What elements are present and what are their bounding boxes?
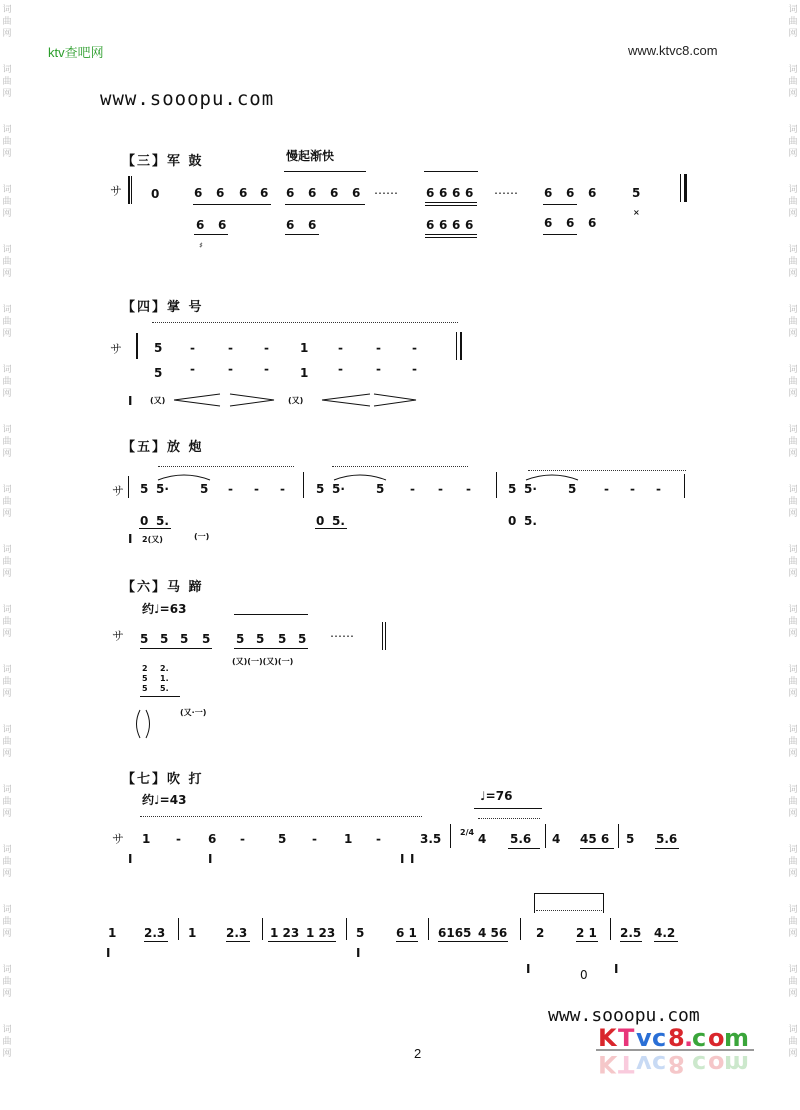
ellipsis: …… [330, 626, 354, 640]
part-label: Ⅰ [128, 532, 133, 546]
watermark-text: 词 曲 网 [788, 425, 798, 459]
lower-note: 5. [332, 514, 345, 528]
part-label: Ⅰ [614, 962, 619, 976]
note: 5 [256, 632, 265, 646]
beam-line [285, 204, 365, 205]
tempo-marking: 约♩=63 [142, 602, 187, 616]
lower-note: 6 [439, 218, 448, 232]
note: 2.5 [620, 926, 642, 940]
note: 6 [439, 186, 448, 200]
beam-line [576, 941, 598, 942]
note: 5· [524, 482, 537, 496]
svg-text:.: . [684, 1024, 694, 1052]
watermark-text: 词 曲 网 [788, 845, 798, 879]
beam-line [139, 528, 171, 529]
watermark-text: 词 曲 网 [2, 725, 12, 759]
dash: - [376, 362, 381, 376]
section-title: 【六】马 蹄 [122, 580, 204, 595]
clef-mark: サ [112, 484, 125, 498]
ellipsis: …… [374, 183, 398, 197]
watermark-text: 词 曲 网 [788, 545, 798, 579]
watermark-text: 词 曲 网 [788, 605, 798, 639]
note: 5 [632, 186, 641, 200]
note: 6 [452, 186, 461, 200]
note: 5· [156, 482, 169, 496]
aside-mark: (一) [194, 532, 210, 541]
watermark-text: 词 曲 网 [2, 1025, 12, 1059]
slur-bracket [234, 614, 308, 615]
ktvc8-logo [596, 1020, 756, 1078]
watermark-text: 词 曲 网 [2, 365, 12, 399]
part-label: Ⅰ [128, 852, 133, 866]
watermark-text: 词 曲 网 [2, 125, 12, 159]
beam-line [396, 941, 418, 942]
note: 3.5 [420, 832, 442, 846]
beam-line [654, 941, 678, 942]
note: 5 [236, 632, 245, 646]
lower-note: 6 [566, 216, 575, 230]
accent-mark: × [633, 208, 640, 217]
dash: - [376, 341, 381, 355]
svg-text:o: o [708, 1024, 725, 1052]
note: 6 1 [396, 926, 417, 940]
slur [156, 470, 216, 482]
slur-bracket [424, 171, 478, 172]
barline [496, 472, 497, 498]
lower-note: 6 [544, 216, 553, 230]
lower-note: 5. [524, 514, 537, 528]
note: 5 [140, 482, 149, 496]
dash: - [228, 341, 233, 355]
note: 6 [308, 186, 317, 200]
slur [332, 470, 392, 482]
note: 4.2 [654, 926, 676, 940]
note: 6 [352, 186, 361, 200]
note: 6165 [438, 926, 472, 940]
trill-line [536, 910, 602, 911]
watermark-text: 词 曲 网 [2, 605, 12, 639]
beam-line [580, 848, 614, 849]
stacked-note: 1. [160, 674, 169, 683]
note: 6 [216, 186, 225, 200]
watermark-text: 词 曲 网 [788, 365, 798, 399]
watermark-text: 词 曲 网 [788, 305, 798, 339]
watermark-text: 词 曲 网 [2, 305, 12, 339]
dynamics-mark: (又) [288, 396, 304, 405]
barline [178, 918, 179, 940]
beam-line [425, 237, 477, 238]
dash: - [466, 482, 471, 496]
section-title: 【四】掌 号 [122, 300, 204, 315]
part-sub-label: 2(又) [142, 535, 163, 544]
dynamics-mark: (又) [150, 396, 166, 405]
note: 5 [200, 482, 209, 496]
stacked-note: 2. [160, 664, 169, 673]
beam-line [425, 205, 477, 206]
lower-note: 5 [154, 366, 163, 380]
note: 2.3 [226, 926, 248, 940]
watermark-text: 词 曲 网 [2, 485, 12, 519]
note: 6 [465, 186, 474, 200]
svg-text:m: m [724, 1050, 750, 1078]
bracket-group [132, 708, 154, 740]
clef-mark: サ [112, 832, 125, 846]
note: 6 [260, 186, 269, 200]
note: 4 [478, 832, 487, 846]
svg-text:8: 8 [668, 1050, 685, 1078]
beam-line [140, 648, 212, 649]
watermark-text: 词 曲 网 [788, 665, 798, 699]
accidental-mark: ♯ [199, 241, 203, 250]
dash: - [410, 482, 415, 496]
beam-line [655, 848, 679, 849]
end-barline [680, 174, 681, 202]
note: 6 [566, 186, 575, 200]
dash: - [412, 341, 417, 355]
time-signature: 2/4 [460, 828, 475, 837]
note: 6 [588, 186, 597, 200]
bracket-box [534, 893, 604, 894]
barline [262, 918, 263, 940]
watermark-text: 词 曲 网 [788, 65, 798, 99]
note: 1 [188, 926, 197, 940]
trill-line [152, 322, 458, 323]
lower-note: 6 [452, 218, 461, 232]
end-barline [456, 332, 457, 360]
note: 6 [544, 186, 553, 200]
end-barline [460, 332, 462, 360]
note: 5 [202, 632, 211, 646]
note: 6 [239, 186, 248, 200]
note: 4 56 [478, 926, 508, 940]
note: 5· [332, 482, 345, 496]
lower-note: 6 [308, 218, 317, 232]
beam-line [234, 648, 308, 649]
svg-text:K: K [598, 1024, 617, 1052]
dash: - [228, 362, 233, 376]
note: 5 [278, 832, 287, 846]
note: 6 [330, 186, 339, 200]
stacked-note: 5 [142, 674, 148, 683]
lower-note: 0 [140, 514, 149, 528]
section-title: 【七】吹 打 [122, 772, 204, 787]
part-label: Ⅰ [400, 852, 405, 866]
note: 5 [180, 632, 189, 646]
section-title: 【三】军 鼓 [122, 154, 204, 169]
barline [610, 918, 611, 940]
svg-text:8: 8 [668, 1024, 685, 1052]
beam-line [193, 204, 271, 205]
lower-note: 6 [465, 218, 474, 232]
lower-note: 6 [218, 218, 227, 232]
rest-note: 0 [580, 968, 588, 982]
aside-mark: (又·一) [180, 708, 207, 717]
part-label: Ⅰ [128, 394, 133, 408]
beam-line [543, 204, 577, 205]
lower-note: 6 [426, 218, 435, 232]
barline [618, 824, 619, 848]
note: 5 [508, 482, 517, 496]
barline [545, 824, 546, 848]
section-title: 【五】放 炮 [122, 440, 204, 455]
beam-line [285, 234, 319, 235]
note: 6 [208, 832, 217, 846]
note: 5 [356, 926, 365, 940]
note: 4 [552, 832, 561, 846]
clef-mark: サ [112, 629, 125, 643]
beam-line [438, 941, 508, 942]
watermark-text: 词 曲 网 [2, 665, 12, 699]
clef-mark: サ [110, 342, 123, 356]
stacked-note: 5. [160, 684, 169, 693]
dash: - [656, 482, 661, 496]
tempo-marking-2: ♩=76 [480, 789, 513, 803]
barline [428, 918, 429, 940]
watermark-text: 词 曲 网 [2, 845, 12, 879]
tempo-marking: 约♩=43 [142, 793, 187, 807]
note: 1 [108, 926, 117, 940]
dash: - [338, 362, 343, 376]
lower-note: 0 [316, 514, 325, 528]
watermark-text: 词 曲 网 [788, 725, 798, 759]
dash: - [604, 482, 609, 496]
note: 5 [298, 632, 307, 646]
svg-text:v: v [636, 1024, 652, 1052]
barline [128, 476, 129, 498]
watermark-text: 词 曲 网 [788, 185, 798, 219]
tempo-marking: 慢起渐快 [286, 149, 335, 163]
watermark-text: 词 曲 网 [2, 785, 12, 819]
lower-note: 6 [588, 216, 597, 230]
beam-line [315, 528, 347, 529]
header-site-name: ktv查吧网 [48, 45, 104, 60]
lower-note: 6 [196, 218, 205, 232]
beam-line [425, 202, 477, 203]
note: 6 [194, 186, 203, 200]
note: 6 [286, 186, 295, 200]
end-barline [684, 174, 687, 202]
trill-line [332, 466, 468, 467]
right-watermark-column [786, 0, 800, 1110]
note: 2.3 [144, 926, 166, 940]
watermark-text: 词 曲 网 [2, 965, 12, 999]
site-mark: www.sooopu.com [100, 88, 275, 110]
dash: - [264, 362, 269, 376]
beam-line [226, 941, 250, 942]
watermark-text: 词 曲 网 [788, 785, 798, 819]
watermark-text: 词 曲 网 [2, 905, 12, 939]
barline [303, 472, 304, 498]
note: 6 [426, 186, 435, 200]
watermark-text: 词 曲 网 [788, 245, 798, 279]
lower-note: 5. [156, 514, 169, 528]
svg-text:T: T [618, 1024, 635, 1052]
dash: - [312, 832, 317, 846]
stacked-note: 2 [142, 664, 148, 673]
watermark-text: 词 曲 网 [2, 425, 12, 459]
part-label: Ⅰ [410, 852, 415, 866]
dash: - [240, 832, 245, 846]
dash: - [190, 341, 195, 355]
repeat-barline [128, 176, 130, 204]
rest-note: 0 [151, 187, 160, 201]
page-number: 2 [414, 1046, 422, 1061]
note: 2 [536, 926, 545, 940]
beam-line [425, 234, 477, 235]
part-label: Ⅰ [526, 962, 531, 976]
ellipsis: …… [494, 183, 518, 197]
beam-line [620, 941, 642, 942]
part-label: Ⅰ [356, 946, 361, 960]
barline [346, 918, 347, 940]
lower-note: 1 [300, 366, 309, 380]
dash: - [376, 832, 381, 846]
clef-mark: サ [110, 184, 123, 198]
dash: - [176, 832, 181, 846]
end-barline [684, 474, 685, 498]
note: 5 [568, 482, 577, 496]
note: 1 [142, 832, 151, 846]
watermark-text: 词 曲 网 [2, 245, 12, 279]
trill-line [140, 816, 422, 817]
svg-text:o: o [708, 1050, 725, 1078]
note: 1 23 [306, 926, 336, 940]
note: 5 [154, 341, 163, 355]
beam-line [508, 848, 540, 849]
note: 5.6 [510, 832, 532, 846]
beam-line [144, 941, 168, 942]
bracket-box [603, 893, 604, 913]
repeat-barline [136, 333, 138, 359]
dash: - [254, 482, 259, 496]
watermark-text: 词 曲 网 [788, 5, 798, 39]
end-barline [382, 622, 383, 650]
dash: - [280, 482, 285, 496]
note: 5 [626, 832, 635, 846]
beam-line [194, 234, 228, 235]
svg-text:T: T [618, 1050, 635, 1078]
lower-note: 6 [286, 218, 295, 232]
trill-line [478, 818, 540, 819]
barline [450, 824, 451, 848]
svg-text:c: c [652, 1050, 667, 1078]
stacked-note: 5 [142, 684, 148, 693]
part-label: Ⅰ [106, 946, 111, 960]
watermark-text: 词 曲 网 [788, 125, 798, 159]
repeat-barline [131, 176, 132, 204]
slur-bracket [284, 171, 366, 172]
svg-text:c: c [692, 1024, 707, 1052]
dash: - [438, 482, 443, 496]
lower-note: 0 [508, 514, 517, 528]
dash: - [338, 341, 343, 355]
watermark-text: 词 曲 网 [2, 5, 12, 39]
barline [520, 918, 521, 940]
note: 5 [160, 632, 169, 646]
note: 5.6 [656, 832, 678, 846]
svg-text:m: m [724, 1024, 750, 1052]
watermark-text: 词 曲 网 [788, 965, 798, 999]
svg-text:v: v [636, 1050, 652, 1078]
beam-line [140, 696, 180, 697]
watermark-text: 词 曲 网 [2, 545, 12, 579]
beam-line [268, 941, 336, 942]
dash: - [412, 362, 417, 376]
svg-text:c: c [692, 1050, 707, 1078]
note: 5 [376, 482, 385, 496]
left-watermark-column [0, 0, 14, 1110]
tempo-box-line [474, 808, 542, 809]
part-label: Ⅰ [208, 852, 213, 866]
note: 5 [140, 632, 149, 646]
watermark-text: 词 曲 网 [788, 485, 798, 519]
dash: - [630, 482, 635, 496]
svg-text:K: K [598, 1050, 617, 1078]
dash: - [228, 482, 233, 496]
note: 45 6 [580, 832, 610, 846]
watermark-text: 词 曲 网 [2, 185, 12, 219]
svg-text:c: c [652, 1024, 667, 1052]
dash: - [190, 362, 195, 376]
trill-line [158, 466, 294, 467]
watermark-text: 词 曲 网 [788, 1025, 798, 1059]
note: 5 [278, 632, 287, 646]
note: 2 1 [576, 926, 597, 940]
header-site-url: www.ktvc8.com [628, 43, 718, 58]
bracket-box [534, 893, 535, 913]
note: 1 [300, 341, 309, 355]
note: 5 [316, 482, 325, 496]
beam-line [543, 234, 577, 235]
slur [524, 470, 584, 482]
footer-url: www.sooopu.com [548, 1005, 700, 1026]
note: 1 [344, 832, 353, 846]
dash: - [264, 341, 269, 355]
watermark-text: 词 曲 网 [788, 905, 798, 939]
watermark-text: 词 曲 网 [2, 65, 12, 99]
note: 1 23 [270, 926, 300, 940]
aside-mark: (又)(一)(又)(一) [232, 657, 294, 666]
end-barline [385, 622, 386, 650]
